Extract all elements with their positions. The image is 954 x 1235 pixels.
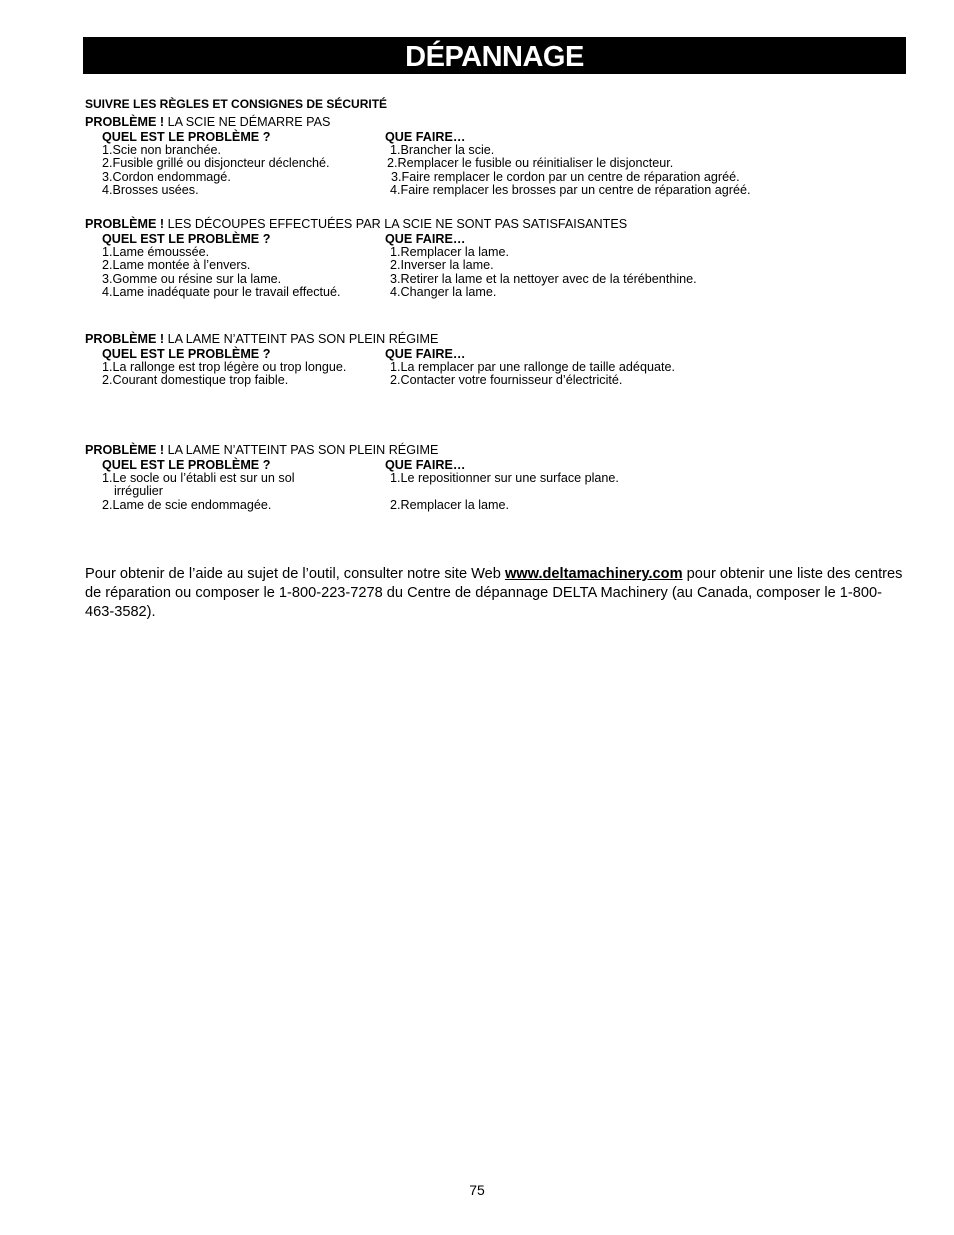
remedy-header: QUE FAIRE… (385, 130, 466, 144)
problem-label: PROBLÈME ! (85, 332, 165, 346)
remedy-item: 1.La remplacer par une rallonge de taille adéquate. (390, 360, 675, 374)
table-row (102, 259, 905, 272)
help-text-after: pour obtenir une liste des centres de réparation ou composer le 1-800-223-7278 du Centre de dépannage DELTA Machinery (au Canada, composer le 1-800-463-3582). (85, 566, 903, 620)
remedy-item: 3.Retirer la lame et la nettoyer avec de la térébenthine. (390, 271, 697, 286)
table-row (102, 286, 905, 299)
page-title: DÉPANNAGE (405, 41, 584, 73)
remedy-item: 4.Changer la lame. (390, 284, 497, 299)
problem-table (102, 347, 905, 388)
problem-label: PROBLÈME ! (85, 443, 165, 457)
remedy-item: 2.Contacter votre fournisseur d’électricité. (390, 373, 623, 388)
cause-item: 3.Cordon endommagé. (102, 169, 231, 184)
problem-title-text: LA SCIE NE DÉMARRE PAS (167, 115, 331, 129)
remedy-item: 3.Faire remplacer le cordon par un centre de réparation agréé. (391, 169, 740, 184)
problem-title-text: LA LAME N’ATTEINT PAS SON PLEIN RÉGIME (167, 332, 439, 346)
table-row (102, 499, 905, 512)
remedy-header: QUE FAIRE… (385, 347, 466, 361)
page-title-banner (83, 37, 906, 74)
cause-header: QUEL EST LE PROBLÈME ? (102, 130, 271, 144)
table-row (102, 171, 905, 184)
table-row (102, 246, 905, 259)
problem-label: PROBLÈME ! (85, 115, 165, 129)
page-number: 75 (469, 1182, 485, 1198)
safety-heading: SUIVRE LES RÈGLES ET CONSIGNES DE SÉCURITÉ (85, 97, 388, 111)
problem-section-1 (85, 114, 905, 197)
cause-item: 4.Brosses usées. (102, 182, 199, 197)
cause-item: 2.Courant domestique trop faible. (102, 373, 289, 388)
remedy-item: 1.Remplacer la lame. (390, 245, 509, 259)
problem-label: PROBLÈME ! (85, 217, 165, 231)
remedy-header: QUE FAIRE… (385, 232, 466, 246)
cause-item: 2.Fusible grillé ou disjoncteur déclenché. (102, 156, 330, 171)
cause-line: 1.Le socle ou l’établi est sur un sol (102, 471, 295, 485)
cause-line-continued: irrégulier (114, 484, 163, 499)
cause-item: 1.La rallonge est trop légère ou trop longue. (102, 360, 347, 374)
problem-title (85, 216, 905, 232)
remedy-item: 1.Le repositionner sur une surface plane. (390, 471, 619, 485)
remedy-item: 2.Remplacer la lame. (390, 497, 509, 512)
cause-item: 1.Scie non branchée. (102, 143, 222, 157)
cause-item: 2.Lame de scie endommagée. (102, 497, 272, 512)
cause-item: 1.Lame émoussée. (102, 245, 210, 259)
cause-item: 3.Gomme ou résine sur la lame. (102, 271, 282, 286)
remedy-item: 1.Brancher la scie. (390, 143, 495, 157)
table-row (102, 273, 905, 286)
cause-header: QUEL EST LE PROBLÈME ? (102, 347, 271, 361)
table-row (102, 184, 905, 197)
problem-section-2 (85, 216, 905, 299)
problem-section-4 (85, 442, 905, 512)
problem-title-text: LA LAME N’ATTEINT PAS SON PLEIN RÉGIME (167, 443, 439, 457)
problem-table (102, 232, 905, 299)
remedy-item: 4.Faire remplacer les brosses par un centre de réparation agréé. (390, 182, 751, 197)
cause-header: QUEL EST LE PROBLÈME ? (102, 232, 271, 246)
problem-title (85, 331, 905, 347)
table-row (102, 144, 905, 157)
problem-title-text: LES DÉCOUPES EFFECTUÉES PAR LA SCIE NE SONT PAS SATISFAISANTES (167, 217, 628, 231)
cause-header: QUEL EST LE PROBLÈME ? (102, 458, 271, 472)
cause-item: 2.Lame montée à l’envers. (102, 258, 251, 273)
problem-table (102, 458, 905, 512)
help-paragraph (85, 565, 905, 622)
cause-item (102, 472, 390, 499)
problem-table (102, 130, 905, 197)
remedy-item: 2.Inverser la lame. (390, 258, 494, 273)
website-link[interactable]: www.deltamachinery.com (504, 566, 683, 582)
problem-title (85, 442, 905, 458)
table-row (102, 374, 905, 387)
table-row (102, 157, 905, 170)
remedy-item: 2.Remplacer le fusible ou réinitialiser le disjoncteur. (387, 156, 674, 171)
remedy-header: QUE FAIRE… (385, 458, 466, 472)
table-row (102, 472, 905, 499)
cause-item: 4.Lame inadéquate pour le travail effectué. (102, 284, 341, 299)
help-text-before: Pour obtenir de l’aide au sujet de l’outil, consulter notre site Web (85, 566, 505, 582)
problem-title (85, 114, 905, 130)
table-row (102, 361, 905, 374)
problem-section-3 (85, 331, 905, 388)
